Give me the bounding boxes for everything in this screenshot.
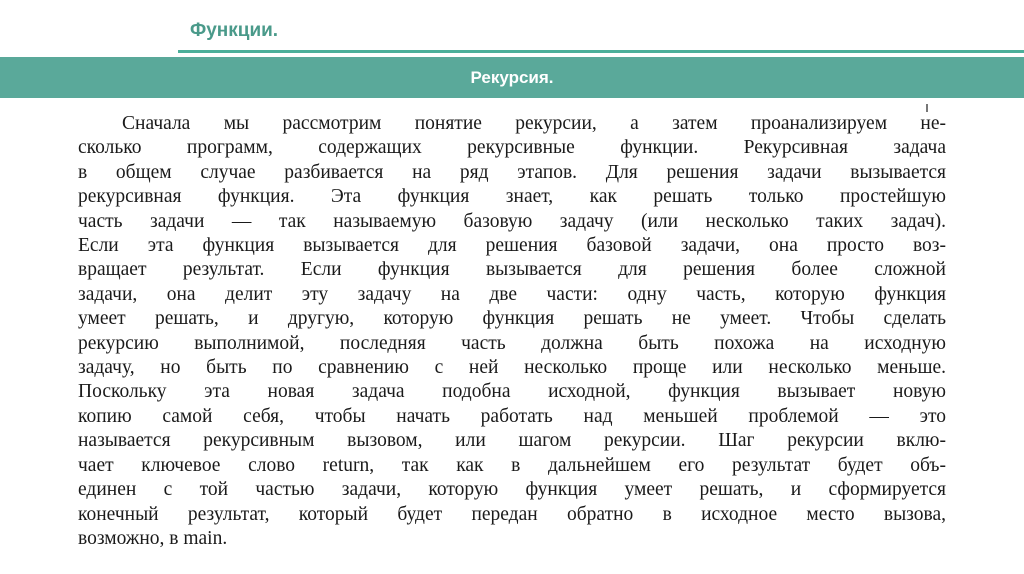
text-line: Поскольку эта новая задача подобна исходной, функция вызывает новую: [78, 381, 946, 403]
text-line: чает ключевое слово return, так как в дальнейшем его результат будет объ-: [78, 454, 946, 476]
text-line: вращает результат. Если функция вызывается для решения более сложной: [78, 259, 946, 281]
section-banner: [0, 57, 1024, 98]
text-line: называется рекурсивным вызовом, или шагом рекурсии. Шаг рекурсии вклю-: [78, 430, 946, 452]
section-title: Рекурсия.: [470, 68, 554, 87]
text-line: в общем случае разбивается на ряд этапов. Для решения задачи вызывается: [78, 161, 946, 183]
text-line: конечный результат, который будет передан обратно в исходное место вызова,: [78, 503, 946, 525]
text-line: рекурсию выполнимой, последняя часть должна быть похожа на исходную: [78, 332, 946, 354]
text-line: Сначала мы рассмотрим понятие рекурсии, а затем проанализируем не-: [122, 113, 946, 134]
scanned-book-page: [70, 104, 954, 568]
text-line: Если эта функция вызывается для решения базовой задачи, она просто воз-: [78, 235, 946, 257]
topic-title: Функции.: [190, 20, 279, 41]
text-line: задачу, но быть по сравнению с ней несколько проще или несколько меньше.: [78, 357, 946, 379]
text-line: задачи, она делит эту задачу на две части: одну часть, которую функция: [78, 283, 946, 305]
scan-artifact: [926, 104, 928, 112]
header-divider: [178, 50, 1024, 53]
text-line: сколько программ, содержащих рекурсивные функции. Рекурсивная задача: [78, 137, 946, 159]
text-line: часть задачи — так называемую базовую задачу (или несколько таких задач).: [78, 210, 946, 232]
text-line: умеет решать, и другую, которую функция решать не умеет. Чтобы сделать: [78, 308, 946, 330]
text-line: единен с той частью задачи, которую функция умеет решать, и сформируется: [78, 479, 946, 501]
text-line: копию самой себя, чтобы начать работать над меньшей проблемой — это: [78, 405, 946, 427]
body-paragraph: [78, 112, 946, 551]
text-line: возможно, в main.: [78, 527, 228, 549]
text-line: рекурсивная функция. Эта функция знает, как решать только простейшую: [78, 186, 946, 208]
